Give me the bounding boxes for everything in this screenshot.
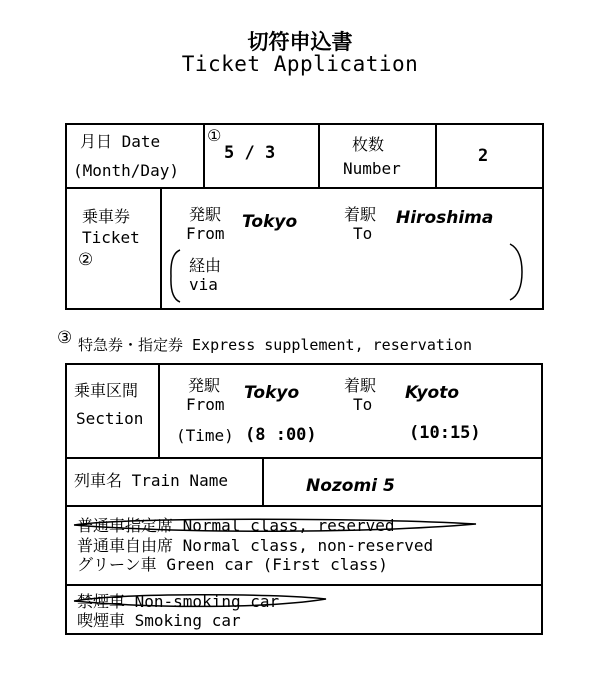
ticket-from-label-english: From — [186, 224, 225, 243]
ticket-table-divider — [65, 187, 544, 189]
ticket-label-japanese: 乗車券 — [82, 207, 131, 226]
smoking-option-smoking[interactable]: 喫煙車 Smoking car — [77, 611, 241, 630]
number-value[interactable]: 2 — [478, 146, 489, 166]
ticket-marker: ② — [78, 250, 94, 270]
number-divider — [435, 123, 437, 188]
arrive-time-value[interactable]: (10:15) — [409, 423, 481, 443]
express-header: 特急券・指定券 Express supplement, reservation — [78, 336, 472, 354]
time-label: (Time) — [176, 426, 234, 445]
ticket-to-label-japanese: 着駅 — [344, 205, 377, 224]
number-label-japanese: 枚数 — [352, 135, 385, 154]
section-label-divider — [158, 363, 160, 458]
date-label-japanese: 月日 Date — [80, 132, 161, 151]
express-to-value[interactable]: Kyoto — [405, 383, 460, 403]
ticket-to-value[interactable]: Hiroshima — [396, 208, 494, 228]
class-option-reserved[interactable]: 普通車指定席 Normal class, reserved — [77, 516, 395, 535]
ticket-from-value[interactable]: Tokyo — [242, 212, 298, 232]
section-label-japanese: 乗車区間 — [74, 381, 139, 400]
class-option-green-car[interactable]: グリーン車 Green car (First class) — [77, 555, 388, 574]
smoking-option-non-smoking[interactable]: 禁煙車 Non-smoking car — [77, 592, 280, 611]
date-label-english: (Month/Day) — [73, 161, 179, 180]
ticket-label-english: Ticket — [82, 228, 140, 247]
class-selection-circle — [70, 512, 482, 538]
number-label-english: Number — [343, 159, 401, 178]
class-option-non-reserved[interactable]: 普通車自由席 Normal class, non-reserved — [77, 536, 434, 555]
section-label-english: Section — [76, 409, 144, 428]
train-label-divider — [262, 457, 264, 506]
ticket-to-label-english: To — [353, 224, 373, 243]
via-bracket-right — [508, 242, 526, 302]
form-title-japanese: 切符申込書 — [247, 30, 353, 54]
ticket-from-label-japanese: 発駅 — [189, 205, 222, 224]
via-label-english: via — [189, 275, 218, 294]
train-name-value[interactable]: Nozomi 5 — [306, 476, 395, 496]
date-marker: ① — [207, 126, 222, 145]
train-name-label: 列車名 Train Name — [74, 471, 228, 490]
smoking-selection-circle — [70, 589, 332, 613]
date-divider — [203, 123, 205, 188]
express-divider-3 — [65, 584, 543, 586]
date-value[interactable]: 5 / 3 — [224, 143, 276, 163]
express-from-value[interactable]: Tokyo — [244, 383, 300, 403]
express-to-label-japanese: 着駅 — [344, 376, 377, 395]
express-divider-2 — [65, 505, 543, 507]
ticket-label-divider — [160, 187, 162, 310]
express-to-label-english: To — [353, 395, 373, 414]
express-from-label-japanese: 発駅 — [188, 376, 221, 395]
depart-time-value[interactable]: (8 :00) — [245, 425, 317, 445]
express-divider-1 — [65, 457, 543, 459]
form-title-english: Ticket Application — [181, 52, 419, 76]
express-marker: ③ — [57, 328, 73, 348]
date-value-divider — [318, 123, 320, 188]
via-label-japanese: 経由 — [189, 256, 222, 275]
express-from-label-english: From — [186, 395, 225, 414]
via-bracket-left — [168, 248, 182, 304]
